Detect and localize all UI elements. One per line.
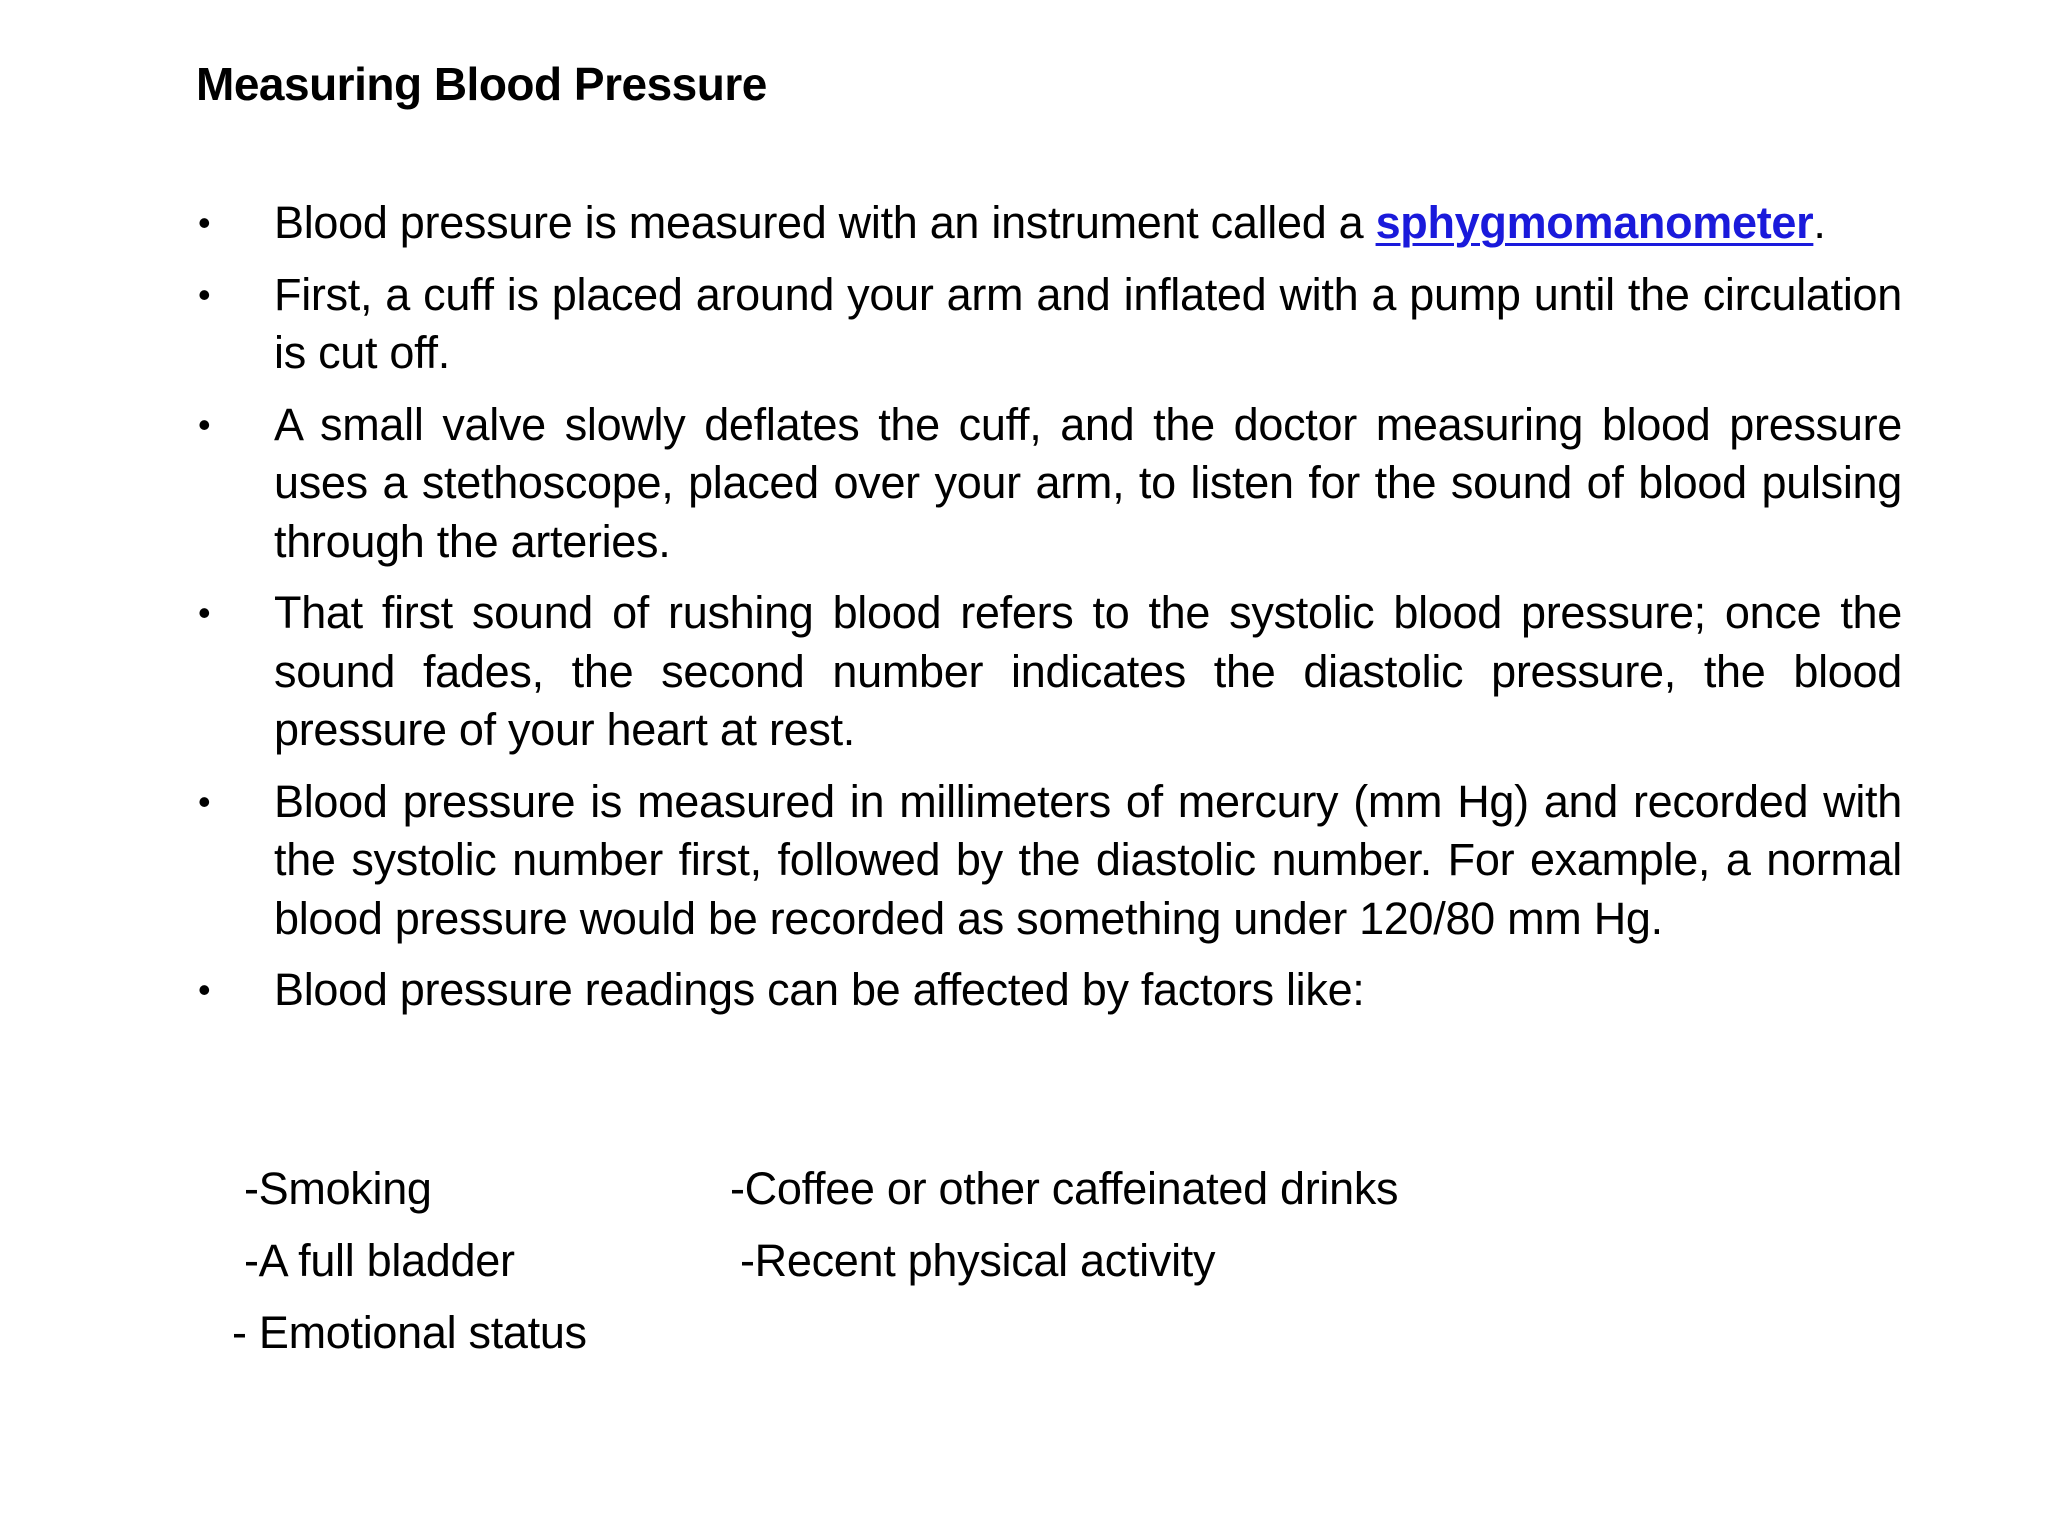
bullet-text-after-link: . xyxy=(1813,197,1826,248)
bullet-text: Blood pressure is measured in millimeters of mercury (mm Hg) and recorded with the systolic number first, followed by the diastolic number. For example, a normal blood pressure would be recorded as something under 120/80 mm Hg. xyxy=(274,775,1902,944)
bullet-list xyxy=(196,194,1902,1033)
factor-coffee: -Coffee or other caffeinated drinks xyxy=(730,1163,1399,1214)
factor-smoking: -Smoking xyxy=(244,1163,432,1214)
bullet-text: Blood pressure readings can be affected by factors like: xyxy=(274,964,1365,1015)
bullet-item xyxy=(196,266,1902,383)
bullet-dot: • xyxy=(198,780,211,822)
bullet-dot: • xyxy=(198,273,211,315)
bullet-text: A small valve slowly deflates the cuff, and the doctor measuring blood pressure uses a stethoscope, placed over your arm, to listen for the sound of blood pulsing through the arteries. xyxy=(274,398,1902,567)
bullet-item xyxy=(196,584,1902,760)
factor-physical-activity: -Recent physical activity xyxy=(740,1235,1216,1286)
bullet-dot: • xyxy=(198,969,211,1010)
bullet-item xyxy=(196,396,1902,572)
bullet-text xyxy=(274,194,1902,253)
bullet-item xyxy=(196,194,1902,253)
factor-full-bladder: -A full bladder xyxy=(244,1235,515,1286)
sphygmomanometer-link[interactable]: sphygmomanometer xyxy=(1375,197,1814,248)
bullet-text-before-link: Blood pressure is measured with an instrument called a xyxy=(274,197,1376,248)
bullet-dot: • xyxy=(198,403,211,445)
bullet-dot: • xyxy=(198,592,211,633)
bullet-item xyxy=(196,961,1902,1020)
bullet-item xyxy=(196,773,1902,949)
factor-emotional-status: - Emotional status xyxy=(232,1307,587,1358)
bullet-text: First, a cuff is placed around your arm and inflated with a pump until the circulation is cut off. xyxy=(274,268,1902,378)
slide-title: Measuring Blood Pressure xyxy=(196,58,767,110)
bullet-text: That first sound of rushing blood refers to the systolic blood pressure; once the sound fades, the second number indicates the diastolic pressure, the blood pressure of your heart at rest. xyxy=(274,587,1902,755)
bullet-dot: • xyxy=(198,202,211,243)
